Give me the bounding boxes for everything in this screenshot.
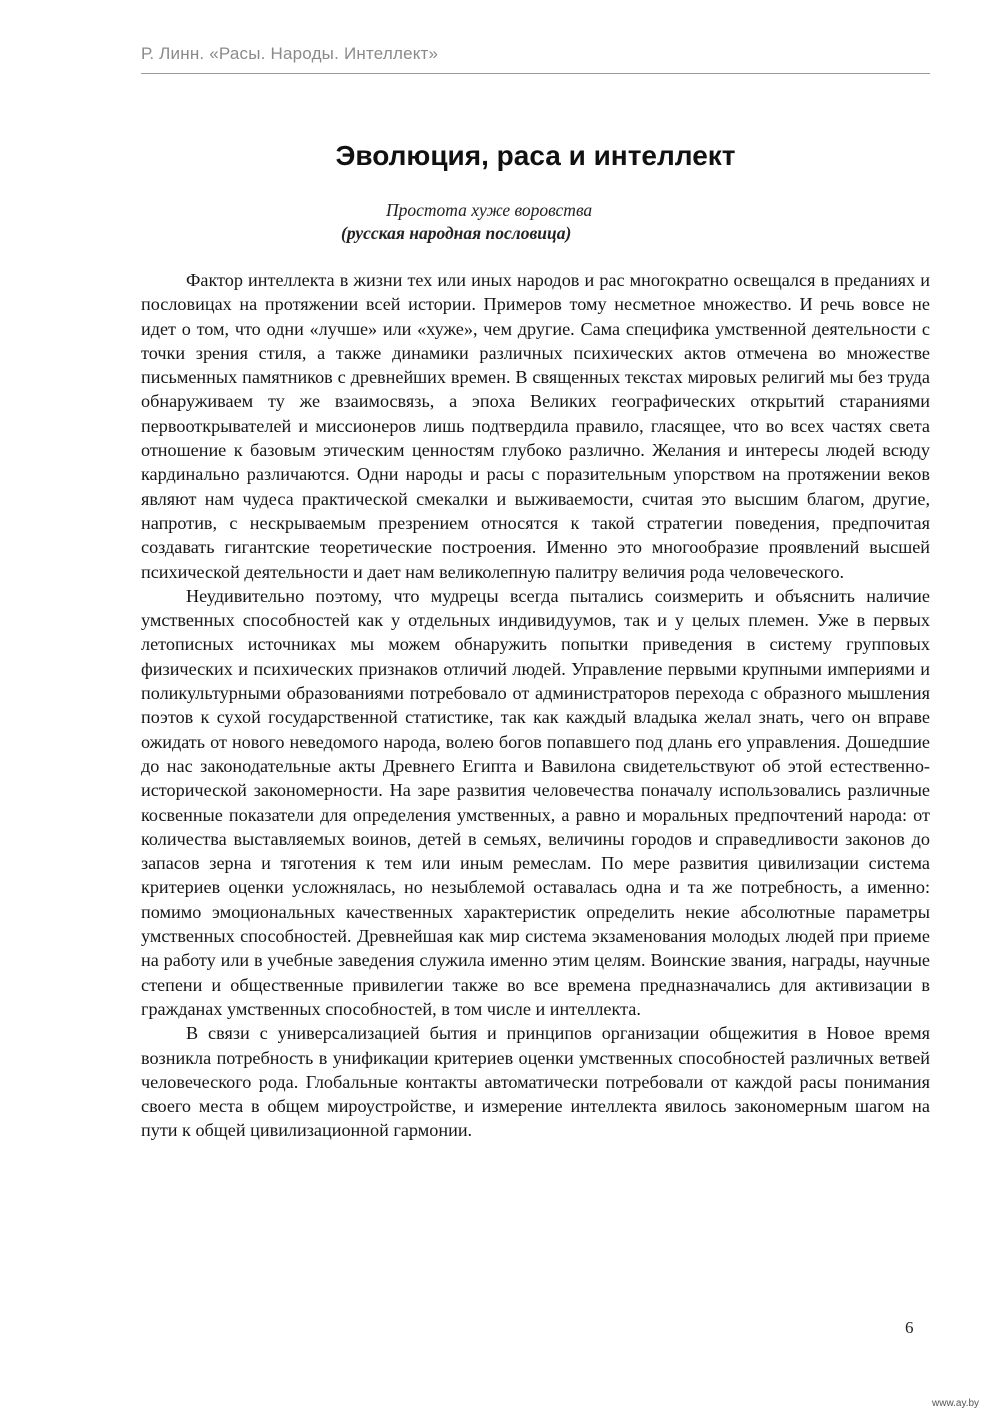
epigraph-quote: Простота хуже воровства bbox=[386, 200, 593, 220]
watermark: www.ay.by bbox=[932, 1398, 980, 1409]
paragraph-2: Неудивительно поэтому, что мудрецы всегда пытались соизмерить и объяснить наличие умственных способностей как у отдельных индивидуумов, так и у целых племен. Уже в первых летописных источниках мы можем обнаружить попытки приведения в систему групповых физических и психических признаков отличий людей. Управление первыми крупными империями и поликультурными образованиями потребовало от администраторов перехода с образного мышления поэтов к сухой государственной статистике, так как каждый владыка желал знать, чего он вправе ожидать от нового неведомого народа, волею богов попавшего под длань его управления. Дошедшие до нас законодательные акты Древнего Египта и Вавилона свидетельствуют об этой естественно-исторической закономерности. На заре развития человечества поначалу использовались различные косвенные показатели для определения умственных, а равно и моральных предпочтений народа: от количества выставляемых воинов, детей в семьях, величины городов и справедливости законов до запасов зерна и тяготения к тем или иным ремеслам. По мере развития цивилизации система критериев оценки усложнялась, но незыблемой оставалась одна и та же потребность, а именно: помимо эмоциональных качественных характеристик определить некие абсолютные параметры умственных способностей. Древнейшая как мир система экзаменования молодых людей при приеме на работу или в учебные заведения служила именно этим целям. Воинские звания, награды, научные степени и общественные привилегии также во все времена предназначались для активизации в гражданах умственных способностей, в том числе и интеллекта. bbox=[141, 585, 930, 1019]
paragraph-3: В связи с универсализацией бытия и принципов организации общежития в Новое время возникла потребность в унификации критериев оценки умственных способностей различных ветвей человеческого рода. Глобальные контакты автоматически потребовали от каждой расы понимания своего места в общем мироустройстве, и измерение интеллекта явилось закономерным шагом на пути к общей цивилизационной гармонии. bbox=[141, 1023, 930, 1141]
epigraph-source: (русская народная пословица) bbox=[341, 223, 572, 243]
header-divider bbox=[141, 73, 930, 74]
running-header: Р. Линн. «Расы. Народы. Интеллект» bbox=[141, 44, 439, 63]
body-text bbox=[141, 268, 930, 1143]
paragraph-1: Фактор интеллекта в жизни тех или иных народов и рас многократно освещался в преданиях и пословицах на протяжении всей истории. Примеров тому несметное множество. И речь вовсе не идет о том, что одни «лучше» или «хуже», чем другие. Сама специфика умственной деятельности с точки зрения стиля, а также динамики различных психических актов отмечена во множестве письменных памятников с древнейших времен. В священных текстах мировых религий мы без труда обнаруживаем ту же взаимосвязь, а эпоха Великих географических открытий стараниями первооткрывателей и миссионеров лишь подтвердила правило, гласящее, что во всех частях света отношение к базовым этическим ценностям глубоко различно. Желания и интересы людей всюду кардинально различаются. Одни народы и расы с поразительным упорством на протяжении веков являют нам чудеса практической смекалки и выживаемости, считая это высшим благом, другие, напротив, с нескрываемым презрением относятся к такой стратегии поведения, предпочитая создавать гигантские теоретические построения. Именно это многообразие проявлений высшей психической деятельности и дает нам великолепную палитру величия рода человеческого. bbox=[141, 270, 930, 582]
page-number: 6 bbox=[905, 1318, 914, 1337]
epigraph bbox=[341, 199, 641, 245]
chapter-title: Эволюция, раса и интеллект bbox=[335, 140, 736, 171]
